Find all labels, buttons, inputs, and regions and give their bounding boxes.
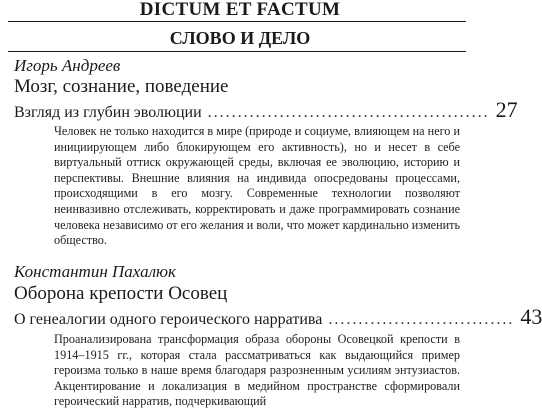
toc-entry[interactable] xyxy=(14,97,518,122)
article-title: Мозг, сознание, поведение xyxy=(14,76,229,97)
header-rule-top xyxy=(8,21,466,22)
article-author: Константин Пахалюк xyxy=(14,262,176,281)
page-number: 27 xyxy=(495,97,518,122)
dot-leader: ............................... xyxy=(328,311,515,328)
dot-leader: ............................................... xyxy=(207,104,490,121)
article-subtitle: Взгляд из глубин эволюции xyxy=(14,104,202,121)
section-title-russian: СЛОВО И ДЕЛО xyxy=(169,28,311,48)
header-rule-bottom xyxy=(8,51,466,52)
article-abstract: Проанализирована трансформация образа обороны Осовецкой крепости в 1914–1915 гг., которая стала рассматриваться как выдающийся пример героизма только в наше время благодаря разрозненным усилиям энтузиастов. Акцентирование и локализация в медийном пространстве сформировали героический нарратив, подчеркивающий xyxy=(54,332,460,409)
article-author: Игорь Андреев xyxy=(14,56,121,75)
article-abstract: Человек не только находится в мире (природе и социуме, влияющем на него и инициирующем либо блокирующем его активность), но и несет в себе виртуальный оттиск окружающей среды, включая ее эволюцию, историю и перспективы. Внешние влияния на индивида опосредованы процессами, происходящими в его мозгу. Современные технологии позволяют неинвазивно отслеживать, корректировать и даже программировать сознание человека независимо от его желания и воли, что может кардинально изменить общество. xyxy=(54,124,460,248)
section-title-latin: DICTUM ET FACTUM xyxy=(139,0,341,20)
article-title: Оборона крепости Осовец xyxy=(14,283,228,304)
article-subtitle: О генеалогии одного героического нарратива xyxy=(14,311,323,328)
page-number: 43 xyxy=(520,304,542,329)
toc-entry[interactable] xyxy=(14,304,542,329)
